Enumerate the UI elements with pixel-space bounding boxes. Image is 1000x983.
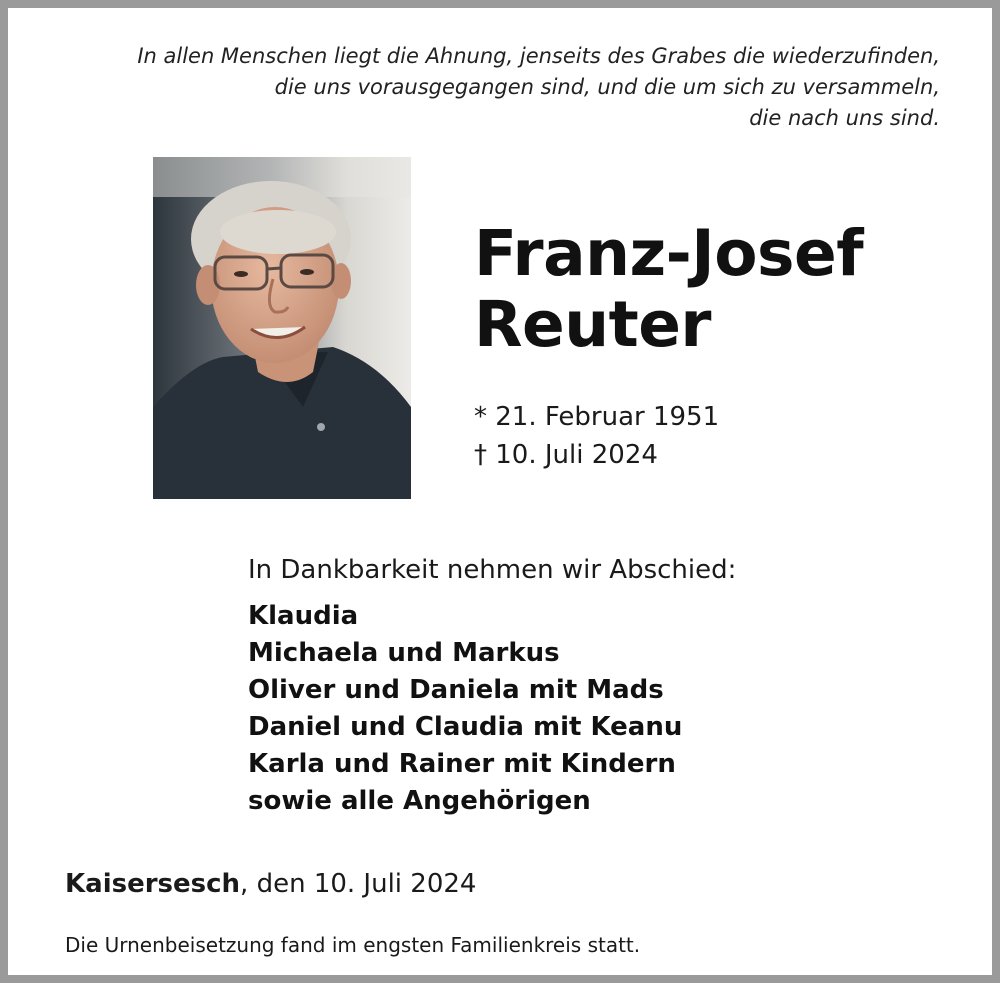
farewell-line: In Dankbarkeit nehmen wir Abschied: (248, 555, 737, 585)
last-name: Reuter (474, 288, 712, 361)
mourner-entry: sowie alle Angehörigen (248, 786, 591, 816)
death-date: † 10. Juli 2024 (474, 440, 658, 470)
portrait-photo (153, 157, 411, 499)
memorial-quote (20, 41, 940, 134)
mourner-entry: Michaela und Markus (248, 638, 560, 668)
quote-line: die uns vorausgegangen sind, und die um sich zu versammeln, (274, 75, 940, 99)
life-dates (474, 398, 719, 474)
mourner-entry: Klaudia (248, 601, 359, 631)
deceased-name (474, 218, 863, 360)
quote-line: In allen Menschen liegt die Ahnung, jenseits des Grabes die wiederzufinden, (137, 44, 940, 68)
birth-date: * 21. Februar 1951 (474, 402, 720, 432)
first-name: Franz-Josef (474, 217, 864, 290)
notice-date: , den 10. Juli 2024 (240, 869, 477, 899)
city-name: Kaisersesch (65, 869, 241, 899)
mourner-entry: Oliver und Daniela mit Mads (248, 675, 664, 705)
burial-note: Die Urnenbeisetzung fand im engsten Familienkreis statt. (65, 933, 641, 957)
place-and-date (65, 866, 476, 902)
quote-line: die nach uns sind. (749, 106, 940, 130)
mourners-list (248, 598, 682, 820)
mourner-entry: Karla und Rainer mit Kindern (248, 749, 676, 779)
mourner-entry: Daniel und Claudia mit Keanu (248, 712, 683, 742)
